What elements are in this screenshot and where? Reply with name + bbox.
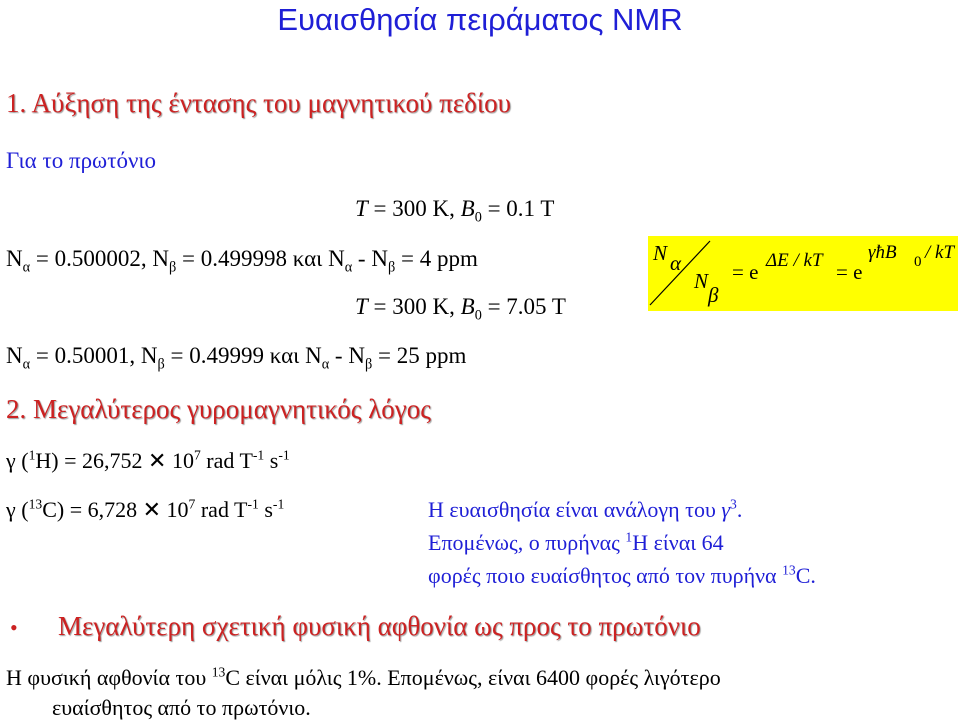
section-2-heading: 2. Μεγαλύτερος γυρομαγνητικός λόγος xyxy=(6,394,431,424)
field-subscript: 0 xyxy=(474,209,482,226)
alpha-subscript: α xyxy=(321,356,330,373)
n-symbol: N xyxy=(653,241,668,265)
unit-text: s xyxy=(258,497,273,522)
field-symbol: B xyxy=(460,196,475,221)
gamma-prefix: γ ( xyxy=(6,448,29,473)
times-symbol: ✕ xyxy=(142,497,162,522)
exponent-superscript: -1 xyxy=(252,447,265,463)
n-symbol: N xyxy=(371,246,388,271)
exponent-2: γħB xyxy=(868,242,897,263)
n-symbol: N xyxy=(305,343,322,368)
population-line-2 xyxy=(6,343,467,373)
gamma-h-line xyxy=(6,448,290,474)
isotope-superscript: 1 xyxy=(625,529,633,545)
minus-sign: - xyxy=(352,246,372,271)
minus-sign: - xyxy=(329,343,349,368)
proton-label: Για το πρωτόνιο xyxy=(6,148,157,173)
abundance-text: Η φυσική αφθονία του xyxy=(6,665,212,690)
isotope-superscript: 13 xyxy=(28,496,43,512)
gamma-symbol: γ xyxy=(721,497,731,522)
sensitivity-text: H είναι 64 xyxy=(632,530,724,555)
isotope-superscript: 13 xyxy=(782,562,796,578)
sensitivity-line-1 xyxy=(428,497,742,523)
beta-subscript: β xyxy=(364,356,373,373)
gamma-c-value: C) = 6,728 xyxy=(42,497,143,522)
power-base: 10 xyxy=(161,497,189,522)
condition-1-text: = 300 K, xyxy=(367,196,461,221)
temperature-symbol: T xyxy=(355,196,368,221)
gamma-prefix: γ ( xyxy=(6,497,29,522)
alpha-subscript: α xyxy=(344,259,353,276)
abundance-text: C είναι μόλις 1%. Επομένως, είναι 6400 φορές λιγότερο xyxy=(225,665,721,690)
field-value: = 0.1 T xyxy=(481,196,555,221)
field-symbol: B xyxy=(460,294,475,319)
boltzmann-formula xyxy=(648,236,958,311)
gamma-h-value: H) = 26,752 xyxy=(35,448,148,473)
sensitivity-line-2 xyxy=(428,530,724,556)
difference-value: = 4 ppm xyxy=(395,246,478,271)
equals-e-1: = e xyxy=(732,260,759,284)
exponent-superscript: -1 xyxy=(278,447,290,463)
population-line-1 xyxy=(6,246,478,276)
condition-1 xyxy=(355,196,555,226)
abundance-line-2: ευαίσθητος από το πρωτόνιο. xyxy=(52,695,311,720)
section-1-heading: 1. Αύξηση της έντασης του μαγνητικού πεδίου xyxy=(6,88,511,118)
alpha-subscript: α xyxy=(22,259,31,276)
n-beta-value: = 0.499998 και xyxy=(176,246,329,271)
exponent-superscript: -1 xyxy=(272,496,285,512)
alpha-subscript: α xyxy=(22,356,31,373)
sensitivity-line-3 xyxy=(428,563,816,589)
sensitivity-text: C. xyxy=(795,563,816,588)
beta-subscript: β xyxy=(157,356,165,373)
exponent-superscript: 3 xyxy=(730,496,737,512)
field-value: = 7.05 T xyxy=(481,294,566,319)
exponent-1: ΔE / kT xyxy=(766,250,823,271)
section-3-heading: Μεγαλύτερη σχετική φυσική αφθονία ως προς το πρωτόνιο xyxy=(58,611,701,641)
alpha-symbol: α xyxy=(670,251,682,275)
n-alpha-value: = 0.50001, xyxy=(30,343,141,368)
n-symbol: N xyxy=(6,343,23,368)
gamma-c-line xyxy=(6,497,284,523)
n-symbol: N xyxy=(348,343,365,368)
difference-value: = 25 ppm xyxy=(372,343,467,368)
exponent-superscript: -1 xyxy=(247,496,259,512)
exponent-3: / kT xyxy=(925,242,955,263)
n-symbol: N xyxy=(328,246,345,271)
beta-subscript: β xyxy=(168,259,177,276)
beta-subscript: β xyxy=(387,259,396,276)
exponent-superscript: 7 xyxy=(193,447,201,463)
exponent-superscript: 7 xyxy=(188,496,196,512)
beta-symbol: β xyxy=(708,283,719,307)
boltzmann-formula-box xyxy=(648,236,958,311)
power-base: 10 xyxy=(166,448,194,473)
n-symbol: N xyxy=(694,269,709,293)
slide-title: Ευαισθησία πειράματος NMR xyxy=(277,2,683,37)
unit-text: rad T xyxy=(195,497,248,522)
unit-text: rad T xyxy=(200,448,253,473)
n-symbol: N xyxy=(6,246,23,271)
n-alpha-value: = 0.500002, xyxy=(30,246,153,271)
sensitivity-text: φορές ποιο ευαίσθητος από τον πυρήνα xyxy=(428,563,783,588)
unit-text: s xyxy=(264,448,279,473)
n-beta-value: = 0.49999 και xyxy=(164,343,306,368)
period: . xyxy=(736,497,743,522)
temperature-symbol: T xyxy=(355,294,368,319)
equals-e-2: = e xyxy=(836,260,863,284)
isotope-superscript: 1 xyxy=(28,447,36,463)
n-symbol: N xyxy=(152,246,169,271)
times-symbol: ✕ xyxy=(148,448,167,473)
n-symbol: N xyxy=(140,343,158,368)
sensitivity-text: Η ευαισθησία είναι ανάλογη του xyxy=(428,497,722,522)
bullet-icon: • xyxy=(10,615,18,640)
exponent-subscript: 0 xyxy=(914,254,922,270)
isotope-superscript: 13 xyxy=(211,664,226,680)
condition-2-text: = 300 K, xyxy=(367,294,461,319)
field-subscript: 0 xyxy=(474,307,482,324)
condition-2 xyxy=(355,294,566,324)
abundance-line-1 xyxy=(6,665,721,691)
sensitivity-text: Επομένως, ο πυρήνας xyxy=(428,530,626,555)
